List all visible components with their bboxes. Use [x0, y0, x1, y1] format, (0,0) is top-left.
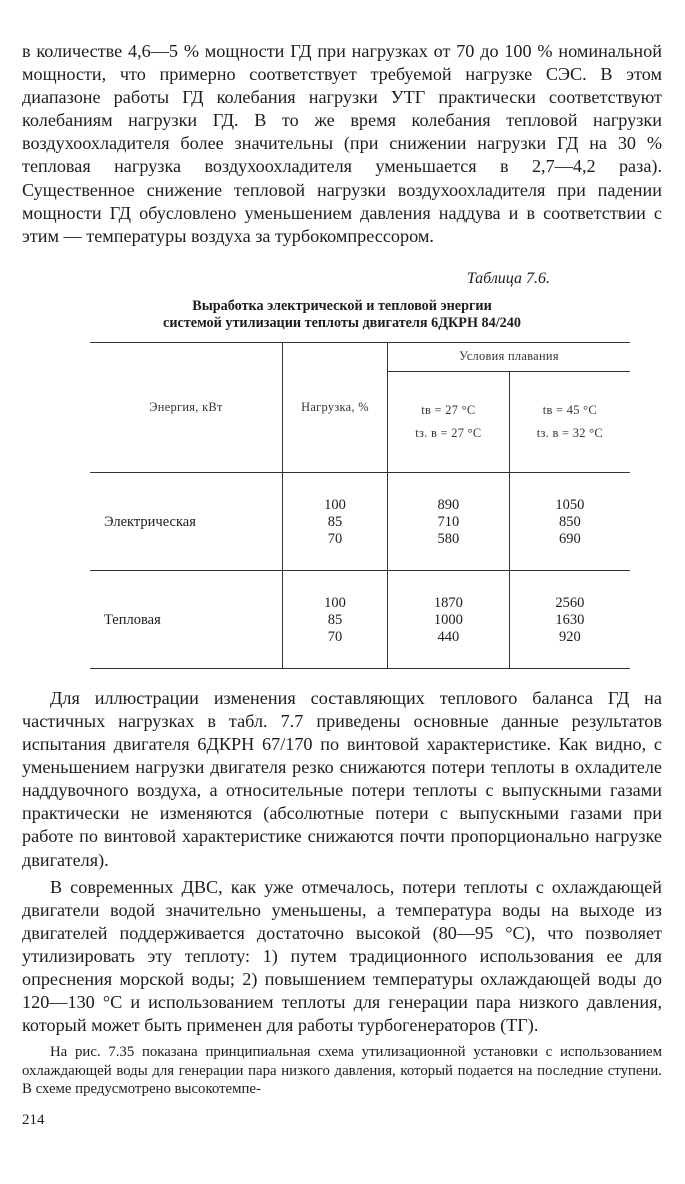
- cell-value: 580: [437, 530, 460, 547]
- row-loads: [283, 472, 388, 570]
- row-name: Тепловая: [90, 570, 283, 668]
- energy-table: [90, 342, 630, 669]
- paragraph-2: Для иллюстрации изменения составляющих теплового баланса ГД на частичных нагрузках в табл. 7.7 приведены основные данные результатов испытания двигателя 6ДКРН 67/170 по винтовой характеристике. Как видно, с уменьшением нагрузки двигателя резко снижаются потери теплоты в охладителе наддувочного воздуха, а относительные потери теплоты с выпускными газами практически не изменяются (абсолютные потери с выпускными газами при работе по винтовой характеристике снижаются почти пропорционально нагрузке двигателя).: [22, 687, 662, 870]
- cell-value: 85: [327, 513, 343, 530]
- header-condition-1: [388, 371, 510, 472]
- table-title: [22, 298, 662, 332]
- paragraph-1: в количестве 4,6—5 % мощности ГД при нагрузках от 70 до 100 % номинальной мощности, что примерно соответствует требуемой нагрузке СЭС. В этом диапазоне работы ГД колебания нагрузки УТГ практически соответствуют колебаниям нагрузки ГД. В то же время колебания тепловой нагрузки воздухоохладителя более значительны (при снижении нагрузки ГД на 30 % тепловая нагрузка воздухоохладителя уменьшается в 2,7—4,2 раза). Существенное снижение тепловой нагрузки воздухоохладителя при падении мощности ГД обусловлено уменьшением давления наддува и в соответствии с этим — температуры воздуха за турбокомпрессором.: [22, 41, 662, 246]
- condition-1-air-temp: tв = 27 °C: [421, 402, 476, 417]
- cell-value: 690: [558, 530, 581, 547]
- cell-value: 100: [324, 496, 346, 513]
- cell-value: 850: [558, 513, 581, 530]
- condition-2-air-temp: tв = 45 °C: [542, 402, 597, 417]
- cell-value: 85: [327, 611, 343, 628]
- table-title-line-1: Выработка электрической и тепловой энергии: [192, 297, 492, 314]
- table-row-electric: [90, 472, 630, 570]
- header-conditions: Условия плавания: [388, 342, 631, 371]
- cell-value: 2560: [555, 594, 585, 611]
- row-loads: [283, 570, 388, 668]
- page: [22, 40, 662, 1129]
- cell-value: 70: [327, 628, 343, 645]
- row-cond2: [509, 472, 630, 570]
- cell-value: 890: [437, 496, 460, 513]
- cell-value: 920: [558, 628, 581, 645]
- row-cond1: [388, 570, 510, 668]
- paragraph-3: В современных ДВС, как уже отмечалось, потери теплоты с охлаждающей двигатели водой значительно уменьшены, а температура воды на выходе из двигателей поддерживается достаточно высокой (80—95 °C), что позволяет утилизировать эту теплоту: 1) путем традиционного использования ее для опреснения морской воды; 2) повышением температуры охлаждающей воды до 120—130 °C и использованием теплоты для генерации пара низкого давления, который может быть применен для работы турбогенераторов (ТГ).: [22, 876, 662, 1036]
- table-title-line-2: системой утилизации теплоты двигателя 6ДКРН 84/240: [163, 314, 521, 331]
- cell-value: 1630: [555, 611, 585, 628]
- table-row-thermal: [90, 570, 630, 668]
- row-name: Электрическая: [90, 472, 283, 570]
- row-cond2: [509, 570, 630, 668]
- page-number: 214: [22, 1112, 45, 1129]
- cell-value: 1050: [555, 496, 585, 513]
- row-cond1: [388, 472, 510, 570]
- cell-value: 710: [437, 513, 460, 530]
- paragraph-small: На рис. 7.35 показана принципиальная схема утилизационной установки с использованием охлаждающей воды для генерации пара низкого давления, который подается на последние ступени. В схеме предусмотрено высокотемпе-: [22, 1044, 662, 1097]
- cell-value: 440: [437, 628, 460, 645]
- header-condition-2: [509, 371, 630, 472]
- header-load: Нагрузка, %: [283, 342, 388, 472]
- cell-value: 70: [327, 530, 343, 547]
- cell-value: 100: [324, 594, 346, 611]
- cell-value: 1000: [433, 611, 463, 628]
- condition-2-water-temp: tз. в = 32 °C: [536, 425, 603, 440]
- header-energy: Энергия, кВт: [90, 342, 283, 472]
- cell-value: 1870: [433, 594, 463, 611]
- condition-1-water-temp: tз. в = 27 °C: [415, 425, 482, 440]
- table-label: Таблица 7.6.: [466, 269, 550, 287]
